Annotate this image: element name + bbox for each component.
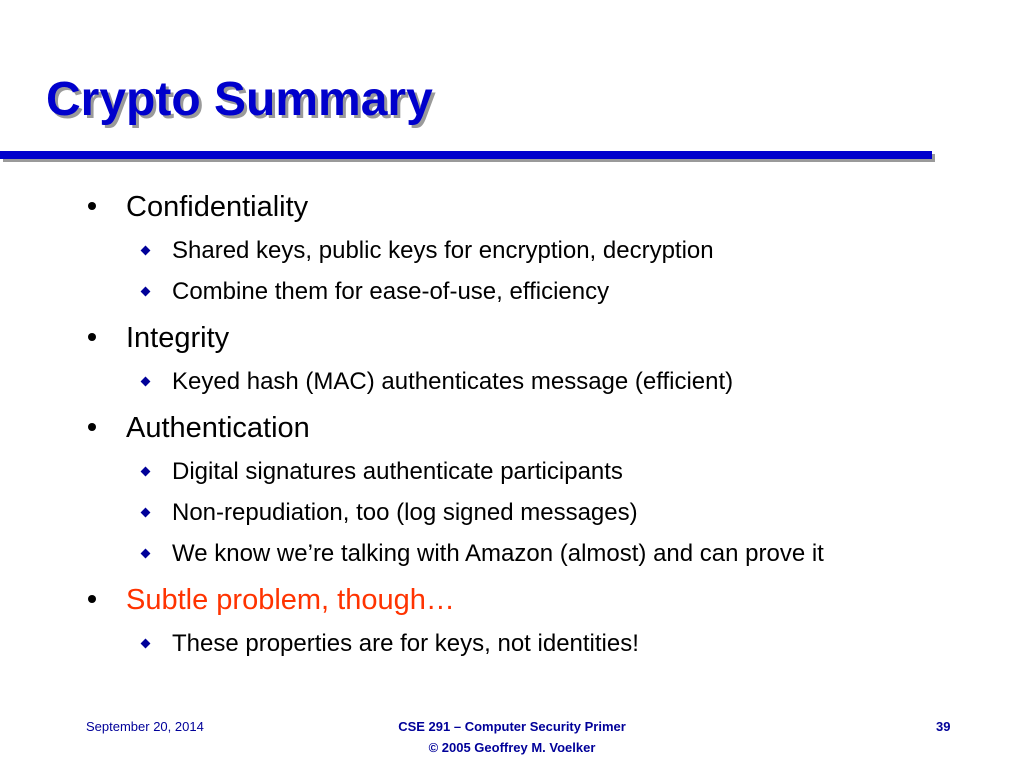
footer-course-title: CSE 291 – Computer Security Primer bbox=[398, 719, 626, 734]
slide-title: Crypto Summary bbox=[46, 73, 433, 126]
round-bullet-icon bbox=[88, 333, 96, 341]
bullet-item bbox=[126, 411, 310, 445]
round-bullet-icon bbox=[88, 202, 96, 210]
diamond-bullet-icon bbox=[141, 467, 151, 477]
diamond-bullet-icon bbox=[141, 377, 151, 387]
bullet-text: Integrity bbox=[126, 322, 230, 354]
bullet-text: Subtle problem, though… bbox=[126, 584, 455, 616]
diamond-bullet-icon bbox=[141, 639, 151, 649]
footer-date: September 20, 2014 bbox=[86, 719, 204, 734]
sub-bullet-item bbox=[172, 540, 824, 568]
footer-copyright: © 2005 Geoffrey M. Voelker bbox=[428, 740, 596, 755]
bullet-text: Authentication bbox=[126, 412, 310, 444]
round-bullet-icon bbox=[88, 595, 96, 603]
sub-bullet-text: Shared keys, public keys for encryption, decryption bbox=[172, 237, 714, 264]
diamond-bullet-icon bbox=[141, 549, 151, 559]
sub-bullet-text: Keyed hash (MAC) authenticates message (efficient) bbox=[172, 368, 734, 395]
sub-bullet-text: Combine them for ease-of-use, efficiency bbox=[172, 278, 610, 305]
sub-bullet-item bbox=[172, 630, 639, 658]
diamond-bullet-icon bbox=[141, 246, 151, 256]
bullet-item-highlight bbox=[126, 583, 455, 617]
sub-bullet-item bbox=[172, 237, 714, 265]
diamond-bullet-icon bbox=[141, 508, 151, 518]
page-number: 39 bbox=[936, 719, 951, 734]
sub-bullet-text: These properties are for keys, not identities! bbox=[172, 630, 639, 657]
round-bullet-icon bbox=[88, 423, 96, 431]
sub-bullet-text: We know we’re talking with Amazon (almost) and can prove it bbox=[172, 540, 824, 567]
diamond-bullet-icon bbox=[141, 287, 151, 297]
sub-bullet-item bbox=[172, 499, 638, 527]
bullet-text: Confidentiality bbox=[126, 191, 309, 223]
sub-bullet-item bbox=[172, 458, 623, 486]
bullet-item bbox=[126, 190, 308, 224]
sub-bullet-text: Digital signatures authenticate participants bbox=[172, 458, 623, 485]
bullet-item bbox=[126, 321, 229, 355]
sub-bullet-text: Non-repudiation, too (log signed messages) bbox=[172, 499, 638, 526]
sub-bullet-item bbox=[172, 278, 609, 306]
sub-bullet-item bbox=[172, 368, 733, 396]
